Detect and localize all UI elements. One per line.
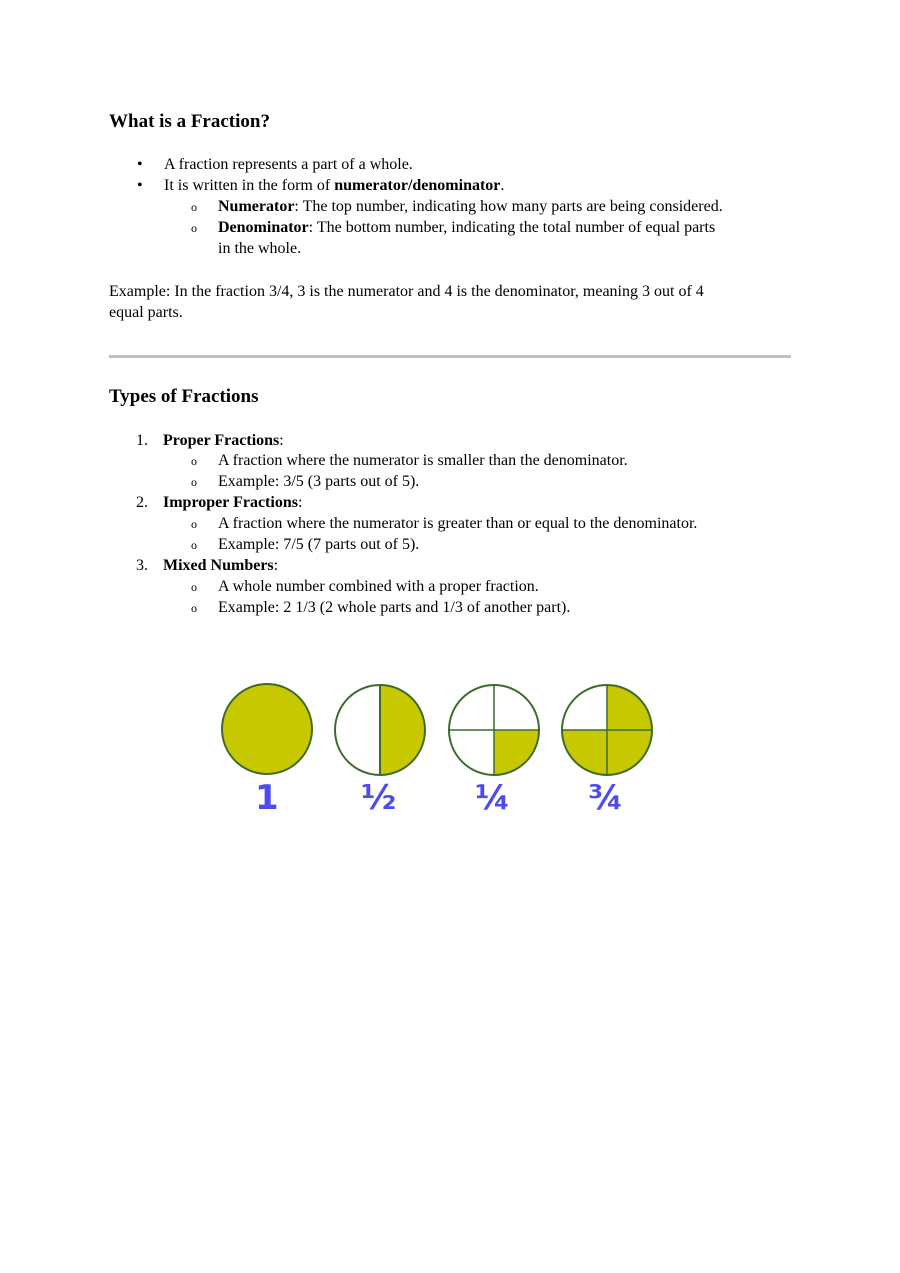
term-numerator: Numerator [218, 198, 295, 215]
fraction-label-half: ½ [361, 778, 397, 818]
list-number: 3. [136, 557, 148, 574]
sub-bullet-icon: o [191, 517, 197, 531]
term-proper-fractions: Proper Fractions [163, 432, 280, 449]
fraction-label-quarter: ¼ [475, 778, 511, 818]
section-heading-types-of-fractions: Types of Fractions [109, 386, 259, 407]
sub-bullet-text: A fraction where the numerator is smaller than the denominator. [218, 452, 628, 469]
sub-bullet-icon: o [191, 221, 197, 235]
list-item-title [163, 555, 278, 576]
horizontal-divider [109, 355, 791, 358]
fraction-label-whole: 1 [255, 778, 279, 818]
fraction-circle-quarter [449, 685, 539, 775]
sub-bullet-text: A fraction where the numerator is greater than or equal to the denominator. [218, 515, 698, 532]
section-heading-what-is-fraction: What is a Fraction? [109, 111, 270, 132]
list-item-title [163, 430, 284, 451]
list-number: 2. [136, 494, 148, 511]
bullet-icon: • [137, 156, 143, 173]
sub-bullet-text: Example: 7/5 (7 parts out of 5). [218, 536, 420, 553]
fraction-label-three-quarters: ¾ [588, 778, 624, 818]
example-paragraph-line2: equal parts. [109, 304, 183, 321]
fraction-circle-half [335, 685, 425, 775]
sub-bullet-text-continuation: in the whole. [218, 240, 302, 257]
term-definition: : The bottom number, indicating the total number of equal parts [308, 219, 716, 236]
bullet-icon: • [137, 177, 143, 194]
colon: : [297, 494, 303, 511]
term-improper-fractions: Improper Fractions [163, 494, 298, 511]
list-number: 1. [136, 432, 148, 449]
sub-bullet-text [218, 217, 715, 238]
sub-bullet-icon: o [191, 475, 197, 489]
sub-bullet-text: Example: 3/5 (3 parts out of 5). [218, 473, 420, 490]
bullet-text: A fraction represents a part of a whole. [164, 156, 413, 173]
sub-bullet-icon: o [191, 601, 197, 615]
term-mixed-numbers: Mixed Numbers [163, 557, 274, 574]
sub-bullet-icon: o [191, 454, 197, 468]
bullet-text-prefix: It is written in the form of [164, 177, 335, 194]
sub-bullet-icon: o [191, 580, 197, 594]
fraction-circle-three-quarters [562, 685, 652, 775]
list-item-title [163, 492, 302, 513]
sub-bullet-icon: o [191, 200, 197, 214]
example-paragraph-line1: Example: In the fraction 3/4, 3 is the numerator and 4 is the denominator, meaning 3 out of 4 [109, 283, 704, 300]
fraction-circle-whole [222, 684, 312, 774]
term-denominator: Denominator [218, 219, 309, 236]
bullet-text-suffix: . [500, 177, 505, 194]
term-definition: : The top number, indicating how many parts are being considered. [294, 198, 723, 215]
sub-bullet-text: Example: 2 1/3 (2 whole parts and 1/3 of another part). [218, 599, 571, 616]
colon: : [273, 557, 279, 574]
sub-bullet-text: A whole number combined with a proper fraction. [218, 578, 539, 595]
colon: : [279, 432, 284, 449]
sub-bullet-icon: o [191, 538, 197, 552]
bullet-text-bold: numerator/denominator [334, 177, 501, 194]
bullet-text [164, 175, 504, 196]
sub-bullet-text [218, 196, 723, 217]
